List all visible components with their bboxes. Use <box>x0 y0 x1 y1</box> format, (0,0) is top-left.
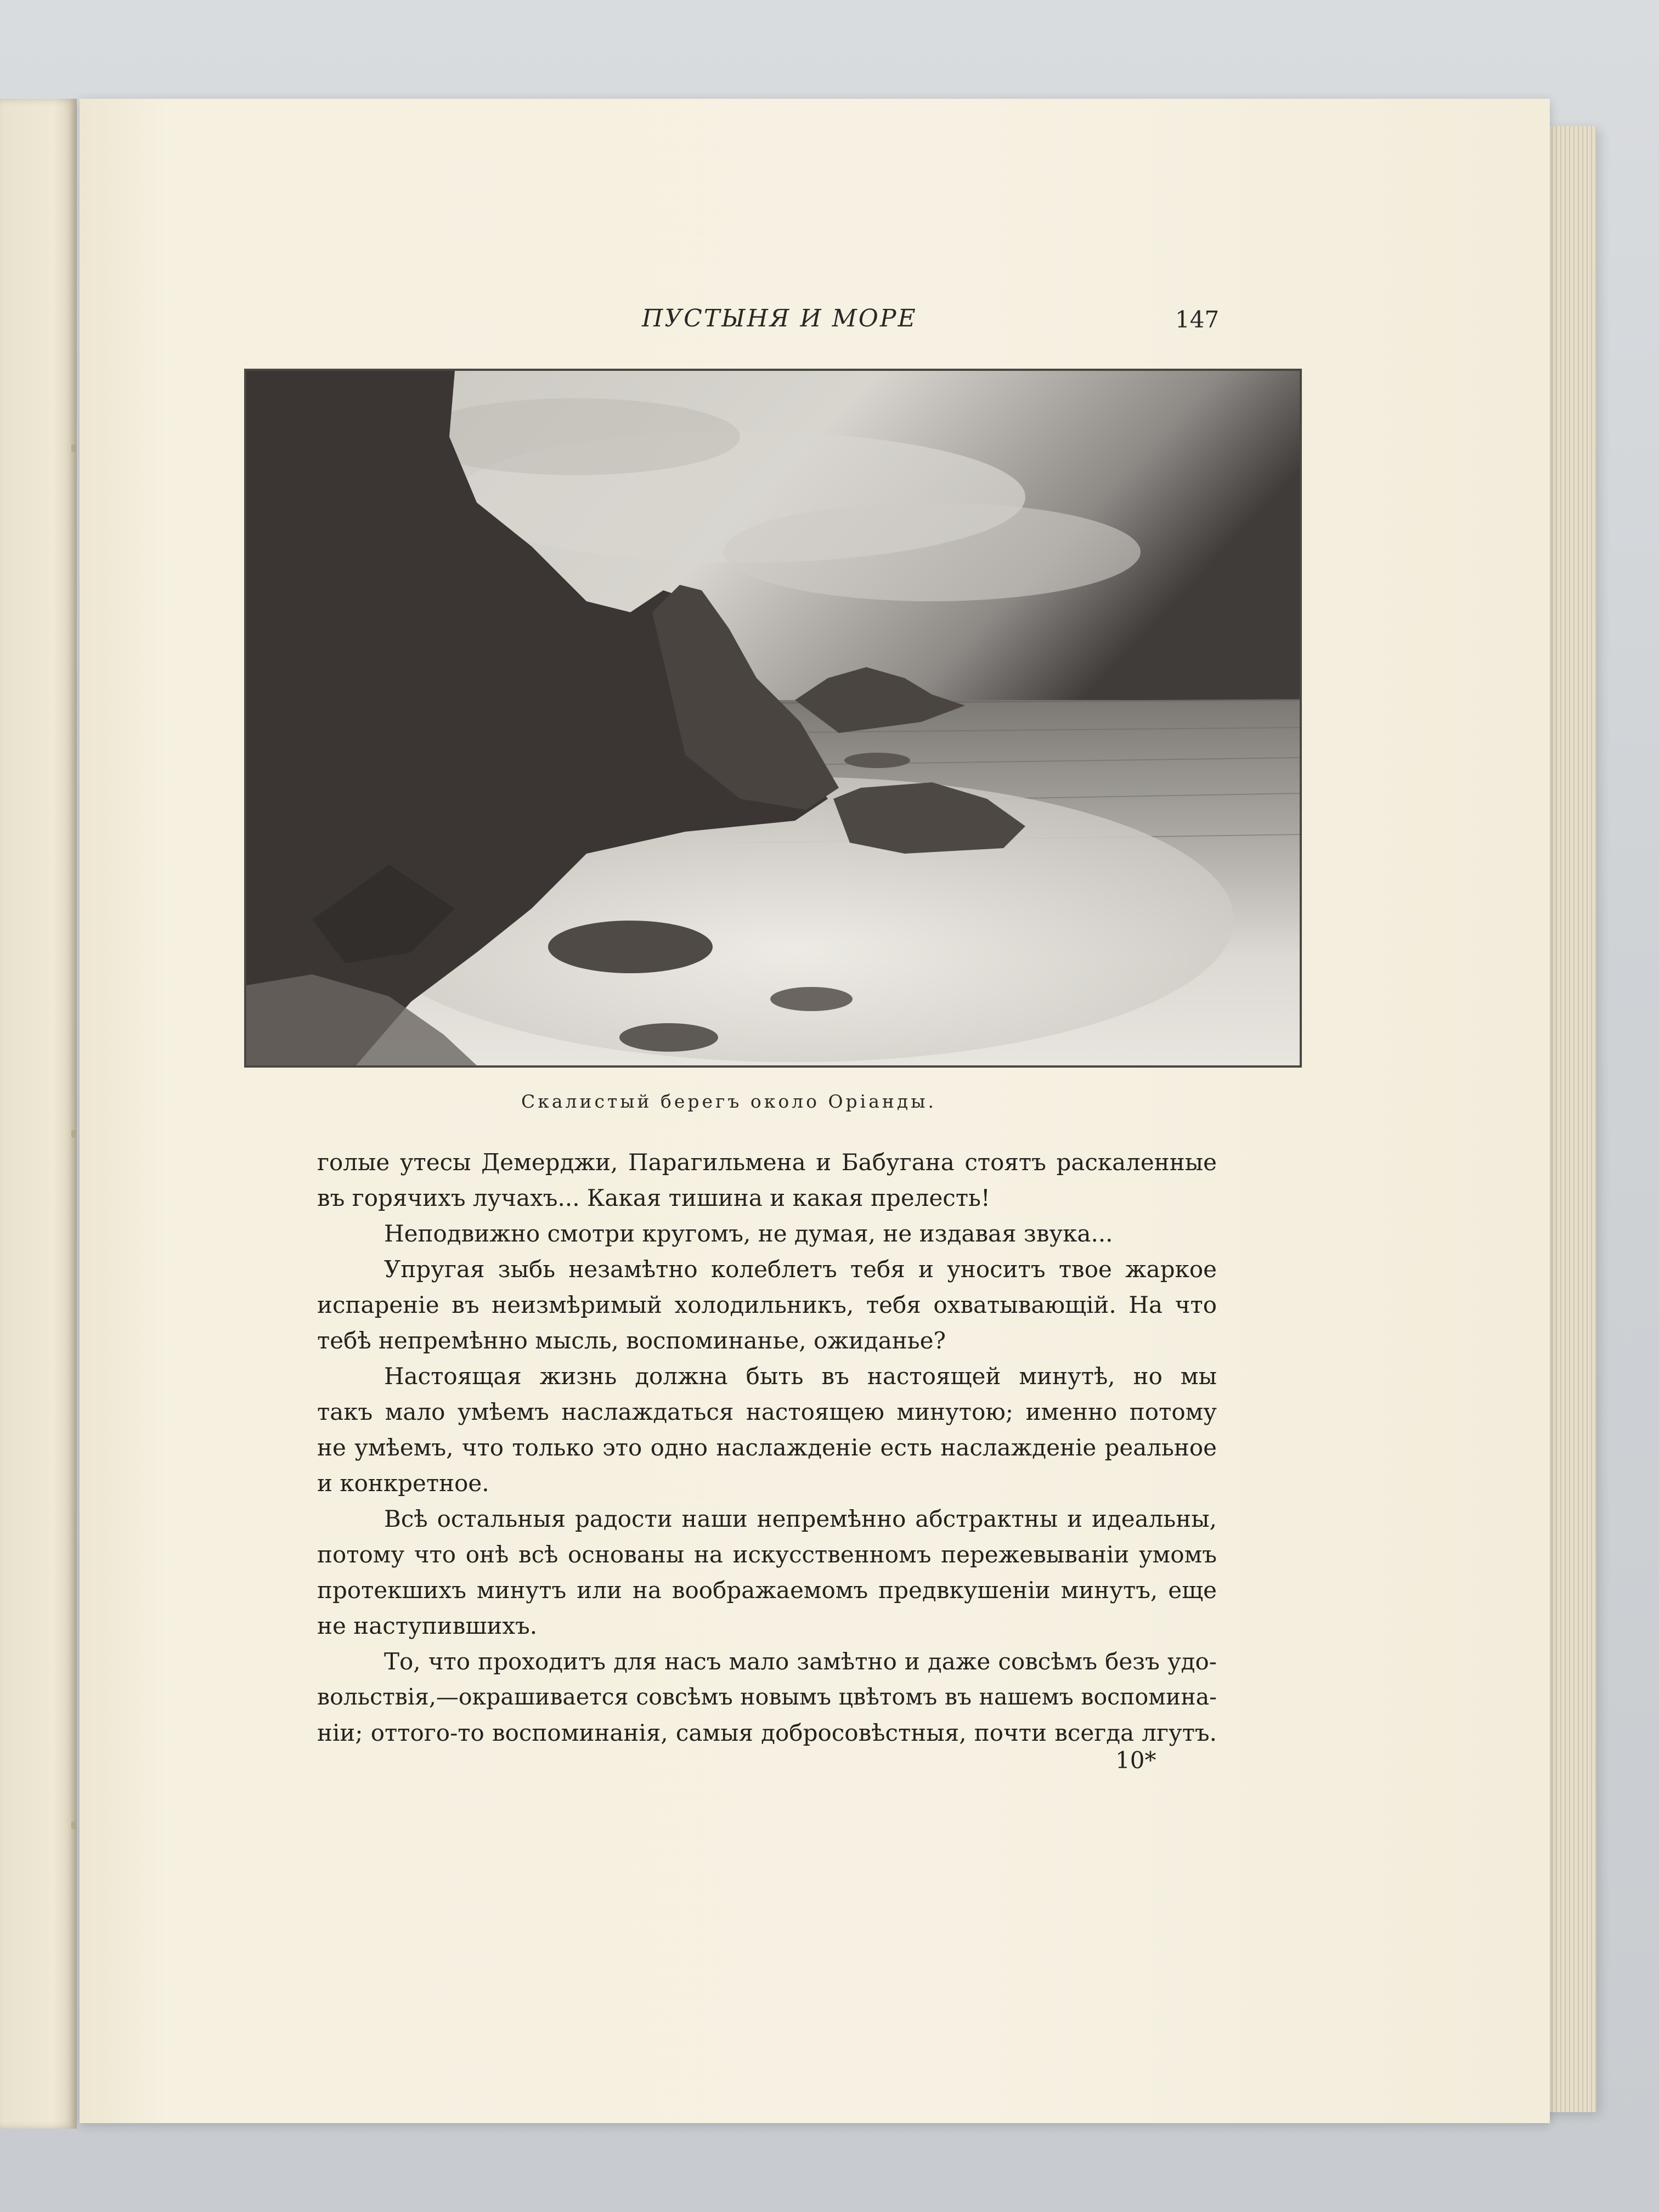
binding-stitch <box>71 1821 77 1829</box>
photo-illustration <box>246 371 1300 1065</box>
text-line: вольствія,—окрашивается совсѣмъ новымъ цвѣтомъ въ нашемъ воспомина- <box>317 1684 1217 1710</box>
text-line: и конкретное. <box>317 1470 489 1497</box>
text-line: протекшихъ минутъ или на воображаемомъ предвкушеніи минутъ, еще <box>317 1577 1217 1604</box>
text-line: въ горячихъ лучахъ... Какая тишина и какая прелесть! <box>317 1184 990 1211</box>
running-head: ПУСТЫНЯ И МОРЕ <box>642 304 917 332</box>
text-line: не умѣемъ, что только это одно наслажденіе есть наслажденіе реальное <box>317 1434 1217 1461</box>
text-line: такъ мало умѣемъ наслаждаться настоящею минутою; именно потому <box>317 1398 1217 1425</box>
text-line: потому что онѣ всѣ основаны на искусственномъ пережевываніи умомъ <box>317 1541 1217 1568</box>
text-line: не наступившихъ. <box>317 1612 538 1639</box>
illustration-caption: Скалистый берегъ около Оріанды. <box>521 1091 936 1112</box>
text-line: Всѣ остальныя радости наши непремѣнно абстрактны и идеальны, <box>384 1505 1217 1532</box>
text-line: испареніе въ неизмѣримый холодильникъ, тебя охватывающій. На что <box>317 1291 1217 1318</box>
text-line: ніи; оттого-то воспоминанія, самыя добросовѣстныя, почти всегда лгутъ. <box>317 1719 1217 1746</box>
binding-stitch <box>71 444 77 452</box>
body-text <box>317 1144 1217 1751</box>
page-number: 147 <box>1175 306 1220 333</box>
text-line: тебѣ непремѣнно мысль, воспоминанье, ожиданье? <box>317 1327 946 1354</box>
binding-stitch <box>71 1130 77 1138</box>
text-line: голые утесы Демерджи, Парагильмена и Бабугана стоятъ раскаленные <box>317 1149 1217 1176</box>
coastal-rocks-photo <box>244 369 1302 1068</box>
left-page-edge <box>0 99 77 2129</box>
text-line: Настоящая жизнь должна быть въ настоящей минутѣ, но мы <box>384 1363 1217 1390</box>
text-line: То, что проходитъ для насъ мало замѣтно и даже совсѣмъ безъ удо- <box>384 1648 1217 1675</box>
signature-mark: 10* <box>1115 1747 1156 1774</box>
text-line: Упругая зыбь незамѣтно колеблетъ тебя и уноситъ твое жаркое <box>384 1256 1217 1283</box>
text-line: Неподвижно смотри кругомъ, не думая, не издавая звука... <box>384 1220 1113 1247</box>
